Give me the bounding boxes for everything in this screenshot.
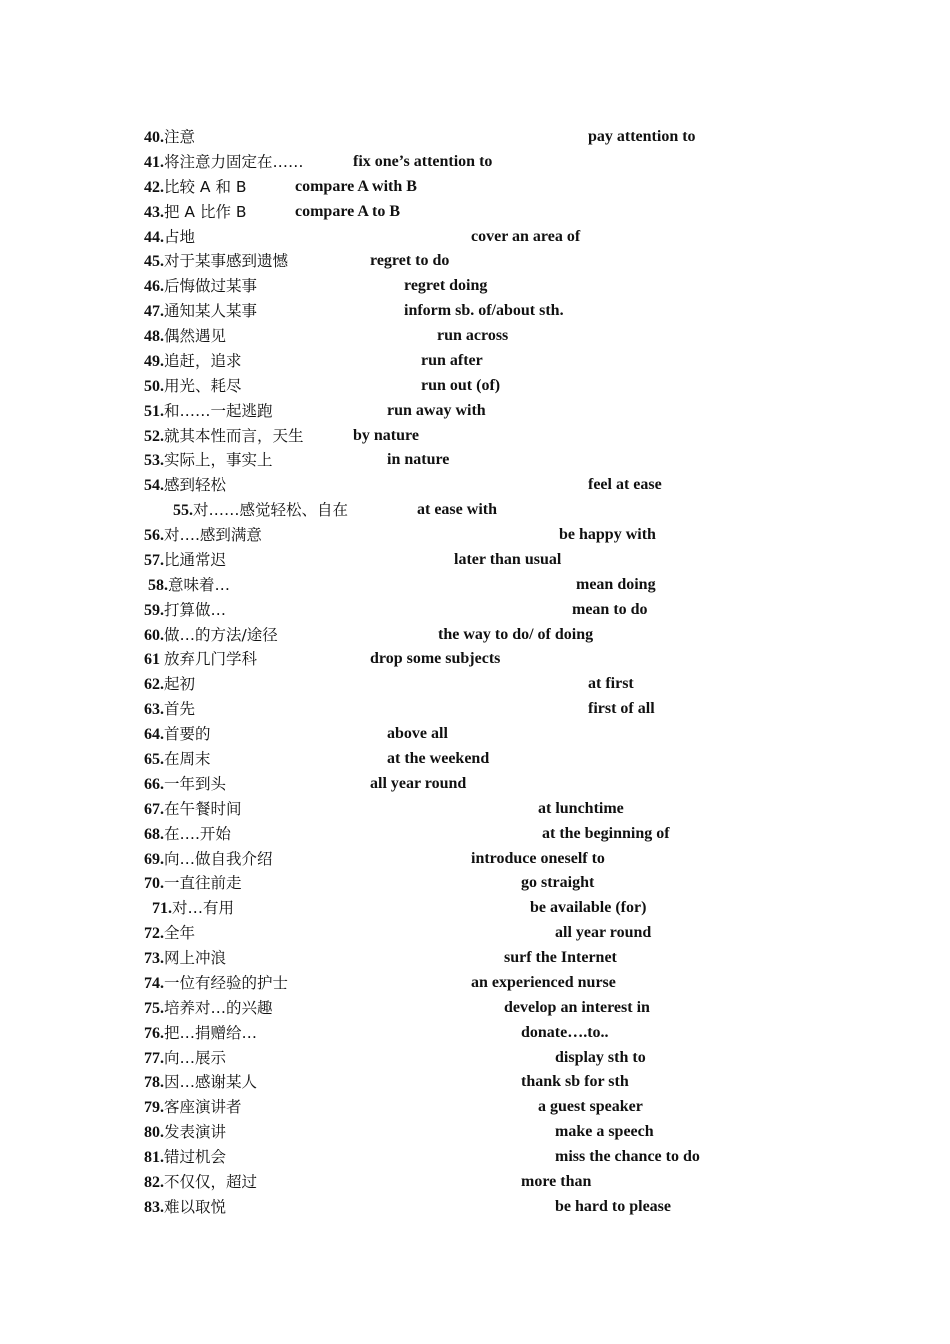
chinese-term [144,946,226,971]
chinese-term [144,996,273,1021]
vocab-row [0,1046,950,1070]
entry-number: 74. [144,974,164,992]
entry-number: 82. [144,1173,164,1191]
english-phrase: all year round [370,774,467,792]
chinese-term [144,847,273,872]
english-phrase: compare A to B [295,202,401,220]
entry-number: 76. [144,1024,164,1042]
chinese-text: 对….感到满意 [164,526,262,545]
vocab-row [0,548,950,572]
vocab-row [0,424,950,448]
entry-number: 66. [144,775,164,793]
vocab-row [0,946,950,970]
entry-number: 61 [144,651,164,669]
chinese-text: 对…有用 [172,899,235,918]
english-phrase: an experienced nurse [471,973,616,991]
english-phrase: surf the Internet [504,949,617,967]
chinese-text: 把…捐赠给… [164,1023,258,1042]
chinese-text: 向…展示 [164,1048,227,1067]
english-phrase: the way to do/ of doing [438,625,594,643]
english-phrase: run after [421,351,483,369]
chinese-term [144,971,288,996]
vocab-row [0,921,950,945]
english-phrase: in nature [387,451,450,469]
entry-number: 43. [144,203,164,221]
entry-number: 46. [144,278,164,296]
english-phrase: miss the chance to do [555,1148,700,1166]
entry-number: 44. [144,228,164,246]
chinese-term [144,1120,226,1145]
english-phrase: be happy with [559,526,656,544]
entry-number: 53. [144,452,164,470]
chinese-text: 对于某事感到遗憾 [164,252,289,271]
vocab-row [0,996,950,1020]
vocab-row [0,722,950,746]
chinese-text: 一直往前走 [164,874,242,893]
entry-number: 48. [144,328,164,346]
chinese-text: 感到轻松 [164,476,227,495]
english-phrase: run out (of) [421,376,501,394]
english-phrase: mean doing [576,575,656,593]
entry-number: 71. [152,900,172,918]
entry-number: 64. [144,726,164,744]
chinese-term [144,623,278,648]
english-phrase: display sth to [555,1048,646,1066]
chinese-term [152,896,234,921]
english-phrase: at first [588,675,634,693]
entry-number: 68. [144,825,164,843]
chinese-term [144,424,304,449]
entry-number: 63. [144,701,164,719]
chinese-text: 通知某人某事 [164,302,258,321]
chinese-text: 将注意力固定在…… [164,152,304,171]
entry-number: 79. [144,1099,164,1117]
vocab-row [0,971,950,995]
vocab-row [0,523,950,547]
entry-number: 65. [144,751,164,768]
vocab-row [0,225,950,249]
entry-number: 41. [144,153,164,171]
chinese-text: 和……一起逃跑 [164,401,273,420]
chinese-term [144,225,195,250]
english-phrase: go straight [521,874,595,892]
chinese-text: 占地 [164,227,196,246]
entry-number: 52. [144,427,164,445]
english-phrase: donate….to.. [521,1023,609,1041]
english-phrase: more than [521,1172,592,1190]
entry-number: 55. [173,502,193,520]
vocab-row [0,847,950,871]
chinese-term [173,498,348,523]
vocab-row [0,1120,950,1144]
english-phrase: mean to do [572,600,648,618]
entry-number: 72. [144,925,164,943]
chinese-term [144,1070,257,1095]
chinese-term [144,349,242,374]
entry-number: 57. [144,551,164,569]
english-phrase: fix one’s attention to [353,152,493,170]
vocab-row [0,473,950,497]
vocab-row [0,896,950,920]
chinese-text: 首要的 [164,725,211,744]
english-phrase: be hard to please [555,1197,671,1215]
entry-number: 58. [148,576,168,594]
entry-number: 47. [144,303,164,321]
chinese-text: 偶然遇见 [164,327,227,346]
entry-number: 80. [144,1124,164,1142]
chinese-term [144,324,226,349]
chinese-text: 因…感谢某人 [164,1073,258,1092]
vocab-row [0,374,950,398]
chinese-term [144,175,247,200]
vocab-row [0,1145,950,1169]
english-phrase: drop some subjects [370,650,501,668]
entry-number: 67. [144,800,164,818]
chinese-term [144,125,195,150]
chinese-term [144,672,195,697]
english-phrase: regret doing [404,277,488,295]
chinese-term [144,647,257,672]
vocab-row [0,1021,950,1045]
chinese-text: 比较 A 和 B [164,177,247,196]
entry-number: 62. [144,676,164,694]
chinese-text: 培养对…的兴趣 [164,998,273,1017]
vocab-row [0,349,950,373]
entry-number: 77. [144,1049,164,1067]
english-phrase: at the beginning of [542,824,670,842]
vocab-row [0,797,950,821]
entry-number: 69. [144,850,164,868]
vocab-row [0,1195,950,1219]
entry-number: 54. [144,477,164,495]
chinese-term [144,822,231,847]
chinese-text: 把 A 比作 B [164,202,247,221]
chinese-text: 实际上，事实上 [164,451,273,470]
chinese-term [144,747,211,772]
chinese-text: 全年 [164,924,196,943]
entry-number: 59. [144,601,164,619]
chinese-text: 追赶，追求 [164,351,242,370]
chinese-term [144,150,304,175]
chinese-text: 意味着… [168,575,231,594]
english-phrase: run away with [387,401,486,419]
chinese-text: 比通常迟 [164,550,227,569]
chinese-term [144,697,195,722]
english-phrase: all year round [555,924,652,942]
chinese-term [144,772,226,797]
vocab-row [0,324,950,348]
english-phrase: at the weekend [387,750,490,767]
vocab-row [0,1070,950,1094]
chinese-term [144,473,226,498]
entry-number: 60. [144,626,164,644]
vocab-row [0,1170,950,1194]
english-phrase: compare A with B [295,177,417,195]
vocab-row [0,598,950,622]
english-phrase: inform sb. of/about sth. [404,302,564,320]
chinese-text: 在午餐时间 [164,799,242,818]
english-phrase: later than usual [454,550,562,568]
vocab-row [0,573,950,597]
chinese-text: 不仅仅，超过 [164,1172,258,1191]
chinese-term [144,200,247,225]
chinese-text: 一位有经验的护士 [164,973,289,992]
chinese-term [144,921,195,946]
entry-number: 83. [144,1198,164,1216]
chinese-term [144,448,273,473]
english-phrase: thank sb for sth [521,1073,629,1091]
vocab-row [0,249,950,273]
english-phrase: be available (for) [530,899,647,917]
english-phrase: pay attention to [588,128,696,145]
chinese-text: 对……感觉轻松、自在 [193,501,349,520]
chinese-term [144,1095,242,1120]
chinese-text: 首先 [164,700,196,719]
chinese-term [144,1145,226,1170]
english-phrase: regret to do [370,252,450,270]
chinese-text: 网上冲浪 [164,949,227,968]
vocab-row [0,448,950,472]
vocab-row [0,697,950,721]
entry-number: 78. [144,1074,164,1092]
english-phrase: run across [437,327,509,345]
chinese-term [148,573,230,598]
chinese-text: 在….开始 [164,824,231,843]
chinese-text: 起初 [164,675,196,694]
english-phrase: develop an interest in [504,998,650,1016]
chinese-text: 发表演讲 [164,1123,227,1142]
entry-number: 45. [144,253,164,271]
vocab-row [0,772,950,796]
english-phrase: above all [387,725,448,743]
vocab-row [0,672,950,696]
entry-number: 49. [144,352,164,370]
chinese-text: 在周末 [164,750,211,768]
english-phrase: at lunchtime [538,799,624,817]
chinese-term [144,1195,226,1220]
english-phrase: at ease with [417,501,497,519]
vocab-row [0,399,950,423]
chinese-term [144,399,273,424]
english-phrase: by nature [353,426,419,444]
chinese-term [144,523,262,548]
vocab-row [0,274,950,298]
chinese-text: 注意 [164,128,196,146]
vocab-row [0,200,950,224]
chinese-text: 错过机会 [164,1148,227,1167]
vocab-row [0,647,950,671]
entry-number: 81. [144,1149,164,1167]
chinese-term [144,1170,257,1195]
chinese-text: 难以取悦 [164,1197,227,1216]
entry-number: 73. [144,950,164,968]
entry-number: 70. [144,875,164,893]
chinese-term [144,548,226,573]
entry-number: 51. [144,402,164,420]
vocab-row [0,822,950,846]
vocab-row [0,299,950,323]
entry-number: 42. [144,178,164,196]
english-phrase: a guest speaker [538,1098,643,1116]
chinese-term [144,249,288,274]
chinese-term [144,299,257,324]
chinese-text: 用光、耗尽 [164,376,242,395]
chinese-term [144,1046,226,1071]
chinese-text: 放弃几门学科 [164,650,258,669]
english-phrase: cover an area of [471,227,581,245]
entry-number: 40. [144,129,164,146]
chinese-text: 就其本性而言，天生 [164,426,304,445]
vocab-row [0,125,950,149]
chinese-text: 向…做自我介绍 [164,849,273,868]
english-phrase: introduce oneself to [471,849,605,867]
vocab-row [0,150,950,174]
entry-number: 56. [144,527,164,545]
chinese-term [144,274,257,299]
chinese-text: 打算做… [164,600,227,619]
chinese-term [144,871,242,896]
chinese-term [144,1021,257,1046]
entry-number: 75. [144,999,164,1017]
vocab-row [0,175,950,199]
english-phrase: make a speech [555,1123,654,1141]
chinese-term [144,722,211,747]
chinese-text: 客座演讲者 [164,1098,242,1117]
chinese-text: 后悔做过某事 [164,277,258,296]
english-phrase: feel at ease [588,476,662,494]
vocab-row [0,623,950,647]
chinese-term [144,374,242,399]
chinese-text: 一年到头 [164,774,227,793]
chinese-term [144,797,242,822]
english-phrase: first of all [588,700,655,718]
vocab-row [0,747,950,771]
vocab-row [0,498,950,522]
vocab-row [0,871,950,895]
chinese-text: 做…的方法/途径 [164,625,278,644]
entry-number: 50. [144,377,164,395]
vocab-row [0,1095,950,1119]
chinese-term [144,598,226,623]
